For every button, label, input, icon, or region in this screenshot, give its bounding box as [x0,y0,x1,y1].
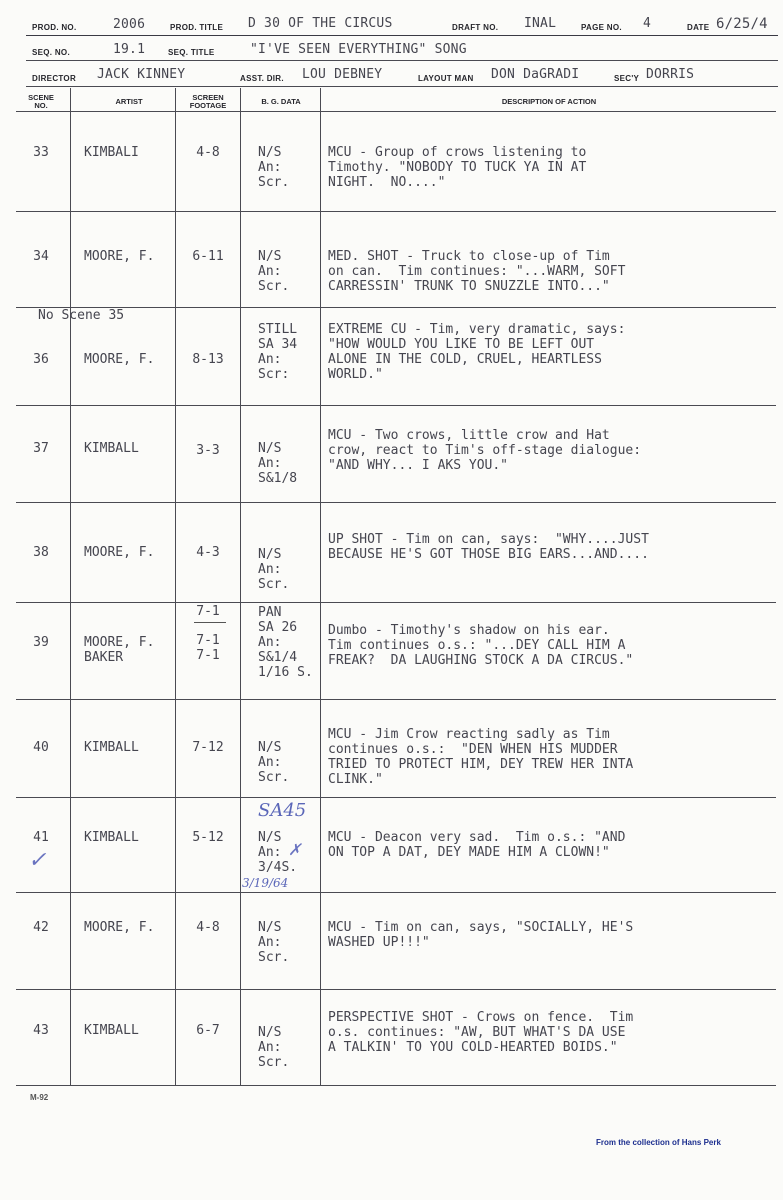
bg-data: N/S An: Scr. [258,740,290,785]
row-rule [16,502,776,503]
page-no: 4 [643,16,652,31]
layout-man-label: LAYOUT MAN [418,74,474,83]
page-no-label: PAGE NO. [581,23,622,32]
asst-dir: LOU DEBNEY [302,67,383,82]
col-scene-no: SCENE NO. [28,93,54,110]
scene-number: 39 [33,635,49,650]
row-rule [16,1085,776,1086]
description: EXTREME CU - Tim, very dramatic, says: "HOW WOULD YOU LIKE TO BE LEFT OUT ALONE IN THE COLD, CRUEL, HEARTLESS WORLD." [328,322,626,382]
col-divider-2 [175,88,176,1085]
header-rule-3 [26,86,778,87]
artist: KIMBALI [84,145,139,160]
layout-man: DON DaGRADI [491,67,580,82]
col-divider-1 [70,88,71,1085]
row-rule [16,211,776,212]
artist: KIMBALL [84,740,139,755]
row-rule [16,699,776,700]
row-rule [16,797,776,798]
artist: KIMBALL [84,441,139,456]
handwritten-date: 3/19/64 [242,876,289,890]
seq-no: 19.1 [113,42,146,57]
header-rule-2 [26,60,778,61]
scene-number: 37 [33,441,49,456]
column-header-rule [16,111,776,112]
artist: MOORE, F. [84,249,155,264]
screen-footage: 5-12 [192,830,224,845]
director-label: DIRECTOR [32,74,77,83]
artist: MOORE, F. [84,920,155,935]
description: MED. SHOT - Truck to close-up of Tim on can. Tim continues: "...WARM, SOFT CARRESSIN' TRUNK TO SNUZZLE INTO..." [328,249,626,294]
description: PERSPECTIVE SHOT - Crows on fence. Tim o.s. continues: "AW, BUT WHAT'S DA USE A TALKIN' TO YOU COLD-HEARTED BOIDS." [328,1010,634,1055]
screen-footage: 4-8 [196,920,220,935]
scene-number: 36 [33,352,49,367]
description: MCU - Tim on can, says, "SOCIALLY, HE'S WASHED UP!!!" [328,920,634,950]
date-label: DATE [687,23,710,32]
row-rule [16,307,776,308]
row-rule [16,892,776,893]
checkmark-icon: ✓ [28,848,47,873]
prod-title: D 30 OF THE CIRCUS [248,16,393,31]
scene-number: 34 [33,249,49,264]
secy-label: SEC'Y [614,74,640,83]
artist: MOORE, F. [84,545,155,560]
row-rule [16,989,776,990]
bg-data: N/S An: 3/4S. [258,830,298,875]
date: 6/25/4 [716,16,768,32]
seq-title: "I'VE SEEN EVERYTHING" SONG [250,42,467,57]
description: Dumbo - Timothy's shadow on his ear. Tim continues o.s.: "...DEY CALL HIM A FREAK? DA LAUGHING STOCK A DA CIRCUS." [328,623,634,668]
screen-footage: 3-3 [196,443,220,458]
prod-no-label: PROD. NO. [32,23,77,32]
row-rule [16,602,776,603]
description: MCU - Group of crows listening to Timothy. "NOBODY TO TUCK YA IN AT NIGHT. NO...." [328,145,587,190]
header-rule-1 [26,35,778,36]
collection-credit: From the collection of Hans Perk [596,1138,721,1147]
bg-data: N/S An: Scr. [258,547,290,592]
screen-footage: 7-1 7-1 7-1 [196,604,220,663]
scene-number: 42 [33,920,49,935]
scene-number: 40 [33,740,49,755]
screen-footage: 8-13 [192,352,224,367]
scene-number: 41 [33,830,49,845]
no-scene-note: No Scene 35 [38,308,125,323]
artist: MOORE, F. BAKER [84,635,155,665]
draft-no: INAL [524,16,557,31]
col-artist: ARTIST [115,97,143,106]
col-description: DESCRIPTION OF ACTION [501,97,597,106]
director: JACK KINNEY [97,67,186,82]
row-rule [16,405,776,406]
prod-title-label: PROD. TITLE [170,23,224,32]
scene-number: 43 [33,1023,49,1038]
draft-no-label: DRAFT NO. [452,23,499,32]
scene-number: 33 [33,145,49,160]
artist: MOORE, F. [84,352,155,367]
bg-data: N/S An: Scr. [258,249,290,294]
handwritten-sa-note: SA45 [258,800,307,821]
prod-no: 2006 [113,17,146,32]
form-code: M-92 [30,1093,49,1102]
x-mark-icon: ✗ [288,840,302,859]
description: MCU - Two crows, little crow and Hat crow, react to Tim's off-stage dialogue: "AND WHY... I AKS YOU." [328,428,642,473]
col-bg-data: B. G. DATA [261,97,301,106]
col-screen-footage: SCREEN FOOTAGE [189,93,227,110]
screen-footage: 4-8 [196,145,220,160]
artist: KIMBALL [84,1023,139,1038]
description: UP SHOT - Tim on can, says: "WHY....JUST BECAUSE HE'S GOT THOSE BIG EARS...AND.... [328,532,649,562]
bg-data: PAN SA 26 An: S&1/4 1/16 S. [258,605,313,680]
bg-data: STILL SA 34 An: Scr: [258,322,298,382]
bg-data: N/S An: Scr. [258,920,290,965]
screen-footage: 7-12 [192,740,224,755]
seq-title-label: SEQ. TITLE [168,48,215,57]
seq-no-label: SEQ. NO. [32,48,70,57]
screen-footage: 6-7 [196,1023,220,1038]
artist: KIMBALL [84,830,139,845]
asst-dir-label: ASST. DIR. [240,74,284,83]
description: MCU - Jim Crow reacting sadly as Tim continues o.s.: "DEN WHEN HIS MUDDER TRIED TO PROTECT HIM, DEY TREW HER INTA CLINK." [328,727,634,787]
col-divider-3 [240,88,241,1085]
bg-data: N/S An: Scr. [258,145,290,190]
scene-number: 38 [33,545,49,560]
bg-data: N/S An: S&1/8 [258,441,298,486]
col-divider-4 [320,88,321,1085]
screen-footage: 4-3 [196,545,220,560]
screen-footage: 6-11 [192,249,224,264]
secy: DORRIS [646,67,695,82]
description: MCU - Deacon very sad. Tim o.s.: "AND ON TOP A DAT, DEY MADE HIM A CLOWN!" [328,830,626,860]
bg-data: N/S An: Scr. [258,1025,290,1070]
